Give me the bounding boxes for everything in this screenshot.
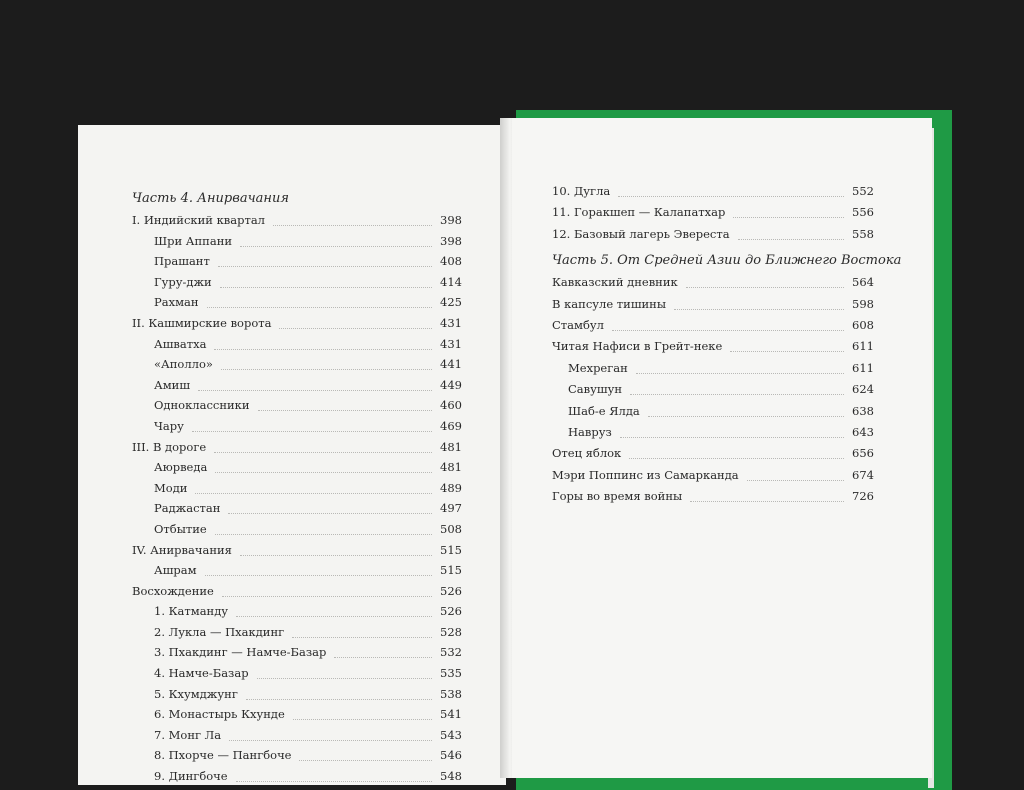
toc-entry-title: Прашант xyxy=(154,254,210,269)
toc-entry xyxy=(132,292,462,313)
toc-leader-dots xyxy=(629,456,844,459)
toc-entry-page-number: 543 xyxy=(440,727,462,742)
toc-leader-dots xyxy=(228,511,432,514)
toc-entry-page-number: 515 xyxy=(440,563,462,578)
toc-entry-title: Ашватха xyxy=(154,336,207,351)
toc-entry-title: Гуру-джи xyxy=(154,274,212,289)
toc-entry-title: Отец яблок xyxy=(552,446,622,461)
toc-entry-page-number: 656 xyxy=(852,446,874,461)
toc-leader-dots xyxy=(246,697,432,700)
toc-entry-page-number: 431 xyxy=(440,315,462,330)
toc-leader-dots xyxy=(674,307,844,310)
toc-entry-title: Раджастан xyxy=(154,501,221,516)
toc-entry-page-number: 532 xyxy=(440,645,462,660)
toc-entry-title: Савушун xyxy=(568,382,623,397)
toc-entry-page-number: 541 xyxy=(440,707,462,722)
left-page xyxy=(78,125,506,785)
toc-entry xyxy=(132,231,462,252)
toc-entry xyxy=(552,443,874,464)
toc-entry-title: Читая Нафиси в Грейт-неке xyxy=(552,339,723,354)
toc-entry-page-number: 481 xyxy=(440,460,462,475)
toc-entry xyxy=(132,704,462,725)
toc-entry-page-number: 611 xyxy=(852,360,874,375)
toc-entry-title: Ашрам xyxy=(154,563,197,578)
toc-entry-title: Стамбул xyxy=(552,317,604,332)
toc-left-entries xyxy=(132,210,462,787)
toc-entry-page-number: 449 xyxy=(440,377,462,392)
toc-entry xyxy=(132,663,462,684)
toc-entry xyxy=(552,202,874,223)
toc-leader-dots xyxy=(221,367,432,370)
toc-leader-dots xyxy=(630,392,844,395)
toc-entry-page-number: 643 xyxy=(852,424,874,439)
toc-leader-dots xyxy=(195,491,432,494)
toc-entry-title: IV. Анирвачания xyxy=(132,542,232,557)
toc-entry xyxy=(552,465,874,486)
toc-entry xyxy=(132,622,462,643)
toc-entry xyxy=(132,354,462,375)
toc-entry-title: Кавказский дневник xyxy=(552,275,678,290)
toc-leader-dots xyxy=(229,738,432,741)
toc-leader-dots xyxy=(222,594,432,597)
part-4-heading: Часть 4. Анирвачания xyxy=(132,191,289,206)
toc-entry-title: Горы во время войны xyxy=(552,489,683,504)
toc-entry-title: Навруз xyxy=(568,424,612,439)
toc-entry-page-number: 408 xyxy=(440,254,462,269)
toc-entry-title: 3. Пхакдинг — Намче-Базар xyxy=(154,645,327,660)
toc-entry-title: 9. Дингбоче xyxy=(154,769,228,784)
toc-leader-dots xyxy=(620,435,844,438)
toc-entry-title: Аюрведа xyxy=(154,460,208,475)
toc-leader-dots xyxy=(215,532,432,535)
toc-entry xyxy=(132,745,462,766)
toc-entry-page-number: 674 xyxy=(852,467,874,482)
toc-entry xyxy=(552,422,874,443)
toc-entry xyxy=(132,540,462,561)
toc-entry-page-number: 598 xyxy=(852,296,874,311)
toc-entry xyxy=(552,401,874,422)
toc-leader-dots xyxy=(738,237,844,240)
toc-entry xyxy=(552,181,874,202)
toc-entry-title: «Аполло» xyxy=(154,357,213,372)
toc-entry-page-number: 398 xyxy=(440,233,462,248)
toc-entry xyxy=(132,642,462,663)
toc-leader-dots xyxy=(648,414,844,417)
toc-entry-page-number: 515 xyxy=(440,542,462,557)
toc-entry-title: 5. Кхумджунг xyxy=(154,686,238,701)
toc-entry-page-number: 508 xyxy=(440,521,462,536)
toc-right-entries xyxy=(552,272,874,507)
toc-entry xyxy=(552,379,874,400)
toc-entry-title: 10. Дугла xyxy=(552,184,611,198)
toc-entry-page-number: 556 xyxy=(852,205,874,220)
toc-entry xyxy=(132,498,462,519)
toc-entry xyxy=(132,684,462,705)
toc-entry xyxy=(132,334,462,355)
toc-entry-title: 2. Лукла — Пхакдинг xyxy=(154,624,285,639)
toc-entry-title: Шри Аппани xyxy=(154,233,233,248)
toc-entry-page-number: 726 xyxy=(852,489,874,504)
toc-entry-page-number: 431 xyxy=(440,336,462,351)
toc-entry-title: Восхождение xyxy=(132,583,214,598)
toc-entry-page-number: 624 xyxy=(852,382,874,397)
toc-entry-title: Отбытие xyxy=(154,521,207,536)
toc-entry-title: 8. Пхорче — Пангбоче xyxy=(154,748,292,763)
toc-entry-title: 6. Монастырь Кхунде xyxy=(154,707,285,722)
toc-leader-dots xyxy=(293,717,432,720)
toc-entry-page-number: 469 xyxy=(440,418,462,433)
toc-entry xyxy=(132,210,462,231)
toc-entry xyxy=(132,272,462,293)
toc-leader-dots xyxy=(273,223,432,226)
toc-leader-dots xyxy=(334,655,432,658)
toc-entry-page-number: 489 xyxy=(440,480,462,495)
toc-entry xyxy=(132,519,462,540)
toc-entry-page-number: 548 xyxy=(440,769,462,784)
toc-entry xyxy=(552,272,874,293)
toc-leader-dots xyxy=(690,499,844,502)
toc-entry xyxy=(132,601,462,622)
toc-leader-dots xyxy=(747,478,844,481)
toc-leader-dots xyxy=(220,285,432,288)
toc-entry-page-number: 460 xyxy=(440,398,462,413)
toc-entry-title: II. Кашмирские ворота xyxy=(132,315,272,330)
toc-leader-dots xyxy=(636,371,844,374)
toc-leader-dots xyxy=(279,326,432,329)
toc-entry-title: 1. Катманду xyxy=(154,604,229,619)
toc-entry-title: Шаб-е Ялда xyxy=(568,403,640,418)
toc-entry-page-number: 526 xyxy=(440,583,462,598)
toc-leader-dots xyxy=(240,553,432,556)
toc-entry-page-number: 528 xyxy=(440,624,462,639)
toc-leader-dots xyxy=(205,573,432,576)
toc-entry xyxy=(132,375,462,396)
toc-entry-page-number: 611 xyxy=(852,339,874,354)
toc-entry xyxy=(132,395,462,416)
toc-leader-dots xyxy=(292,635,432,638)
toc-leader-dots xyxy=(730,349,844,352)
toc-entry xyxy=(132,457,462,478)
toc-leader-dots xyxy=(240,244,432,247)
toc-entry-page-number: 425 xyxy=(440,295,462,310)
toc-leader-dots xyxy=(733,215,844,218)
toc-leader-dots xyxy=(299,758,432,761)
toc-entry-title: 11. Горакшеп — Калапатхар xyxy=(552,205,726,220)
toc-entry-title: Моди xyxy=(154,480,188,495)
toc-entry-page-number: 552 xyxy=(852,184,874,198)
part-5-heading: Часть 5. От Средней Азии до Ближнего Востока xyxy=(552,253,902,269)
toc-entry xyxy=(132,581,462,602)
toc-entry xyxy=(132,251,462,272)
toc-leader-dots xyxy=(612,328,844,331)
toc-entry-page-number: 441 xyxy=(440,357,462,372)
toc-entry xyxy=(552,358,874,379)
toc-leader-dots xyxy=(618,194,844,197)
toc-entry xyxy=(552,315,874,336)
toc-entry-page-number: 535 xyxy=(440,666,462,681)
toc-leader-dots xyxy=(236,779,432,782)
toc-entry-page-number: 558 xyxy=(852,226,874,241)
toc-entry-page-number: 398 xyxy=(440,213,462,227)
toc-entry-title: 4. Намче-Базар xyxy=(154,666,249,681)
toc-leader-dots xyxy=(207,305,432,308)
toc-entry xyxy=(552,224,874,245)
toc-entry-title: Мэри Поппинс из Самарканда xyxy=(552,467,739,482)
toc-entry xyxy=(132,416,462,437)
toc-entry-title: 7. Монг Ла xyxy=(154,727,222,742)
toc-left xyxy=(132,187,462,787)
toc-right xyxy=(552,181,902,507)
right-page xyxy=(512,118,932,778)
toc-entry xyxy=(132,766,462,787)
toc-entry-page-number: 608 xyxy=(852,317,874,332)
toc-entry xyxy=(132,478,462,499)
toc-leader-dots xyxy=(236,614,432,617)
toc-leader-dots xyxy=(214,450,432,453)
toc-entry xyxy=(132,437,462,458)
toc-entry-page-number: 546 xyxy=(440,748,462,763)
toc-entry-page-number: 638 xyxy=(852,403,874,418)
toc-entry-page-number: 526 xyxy=(440,604,462,619)
toc-leader-dots xyxy=(214,347,432,350)
toc-right-continued-entries xyxy=(552,181,874,245)
toc-entry-page-number: 564 xyxy=(852,275,874,290)
toc-leader-dots xyxy=(257,676,432,679)
toc-leader-dots xyxy=(218,264,432,267)
toc-entry-page-number: 481 xyxy=(440,439,462,454)
toc-leader-dots xyxy=(215,470,432,473)
toc-leader-dots xyxy=(192,429,432,432)
toc-entry xyxy=(132,313,462,334)
toc-entry-title: Рахман xyxy=(154,295,199,310)
toc-entry-title: Одноклассники xyxy=(154,398,250,413)
toc-leader-dots xyxy=(198,388,432,391)
toc-entry xyxy=(132,560,462,581)
toc-entry xyxy=(552,336,874,357)
toc-entry-page-number: 538 xyxy=(440,686,462,701)
toc-entry-title: 12. Базовый лагерь Эвереста xyxy=(552,226,730,241)
toc-leader-dots xyxy=(258,408,432,411)
toc-entry-title: Чару xyxy=(154,418,184,433)
toc-entry-title: Мехреган xyxy=(568,360,628,375)
toc-entry-page-number: 497 xyxy=(440,501,462,516)
toc-entry xyxy=(132,725,462,746)
toc-entry-title: Амиш xyxy=(154,377,191,392)
toc-entry xyxy=(552,486,874,507)
toc-entry-title: В капсуле тишины xyxy=(552,296,666,311)
toc-entry xyxy=(552,294,874,315)
toc-leader-dots xyxy=(686,285,844,288)
toc-entry-title: I. Индийский квартал xyxy=(132,213,265,227)
toc-entry-title: III. В дороге xyxy=(132,439,207,454)
toc-entry-page-number: 414 xyxy=(440,274,462,289)
